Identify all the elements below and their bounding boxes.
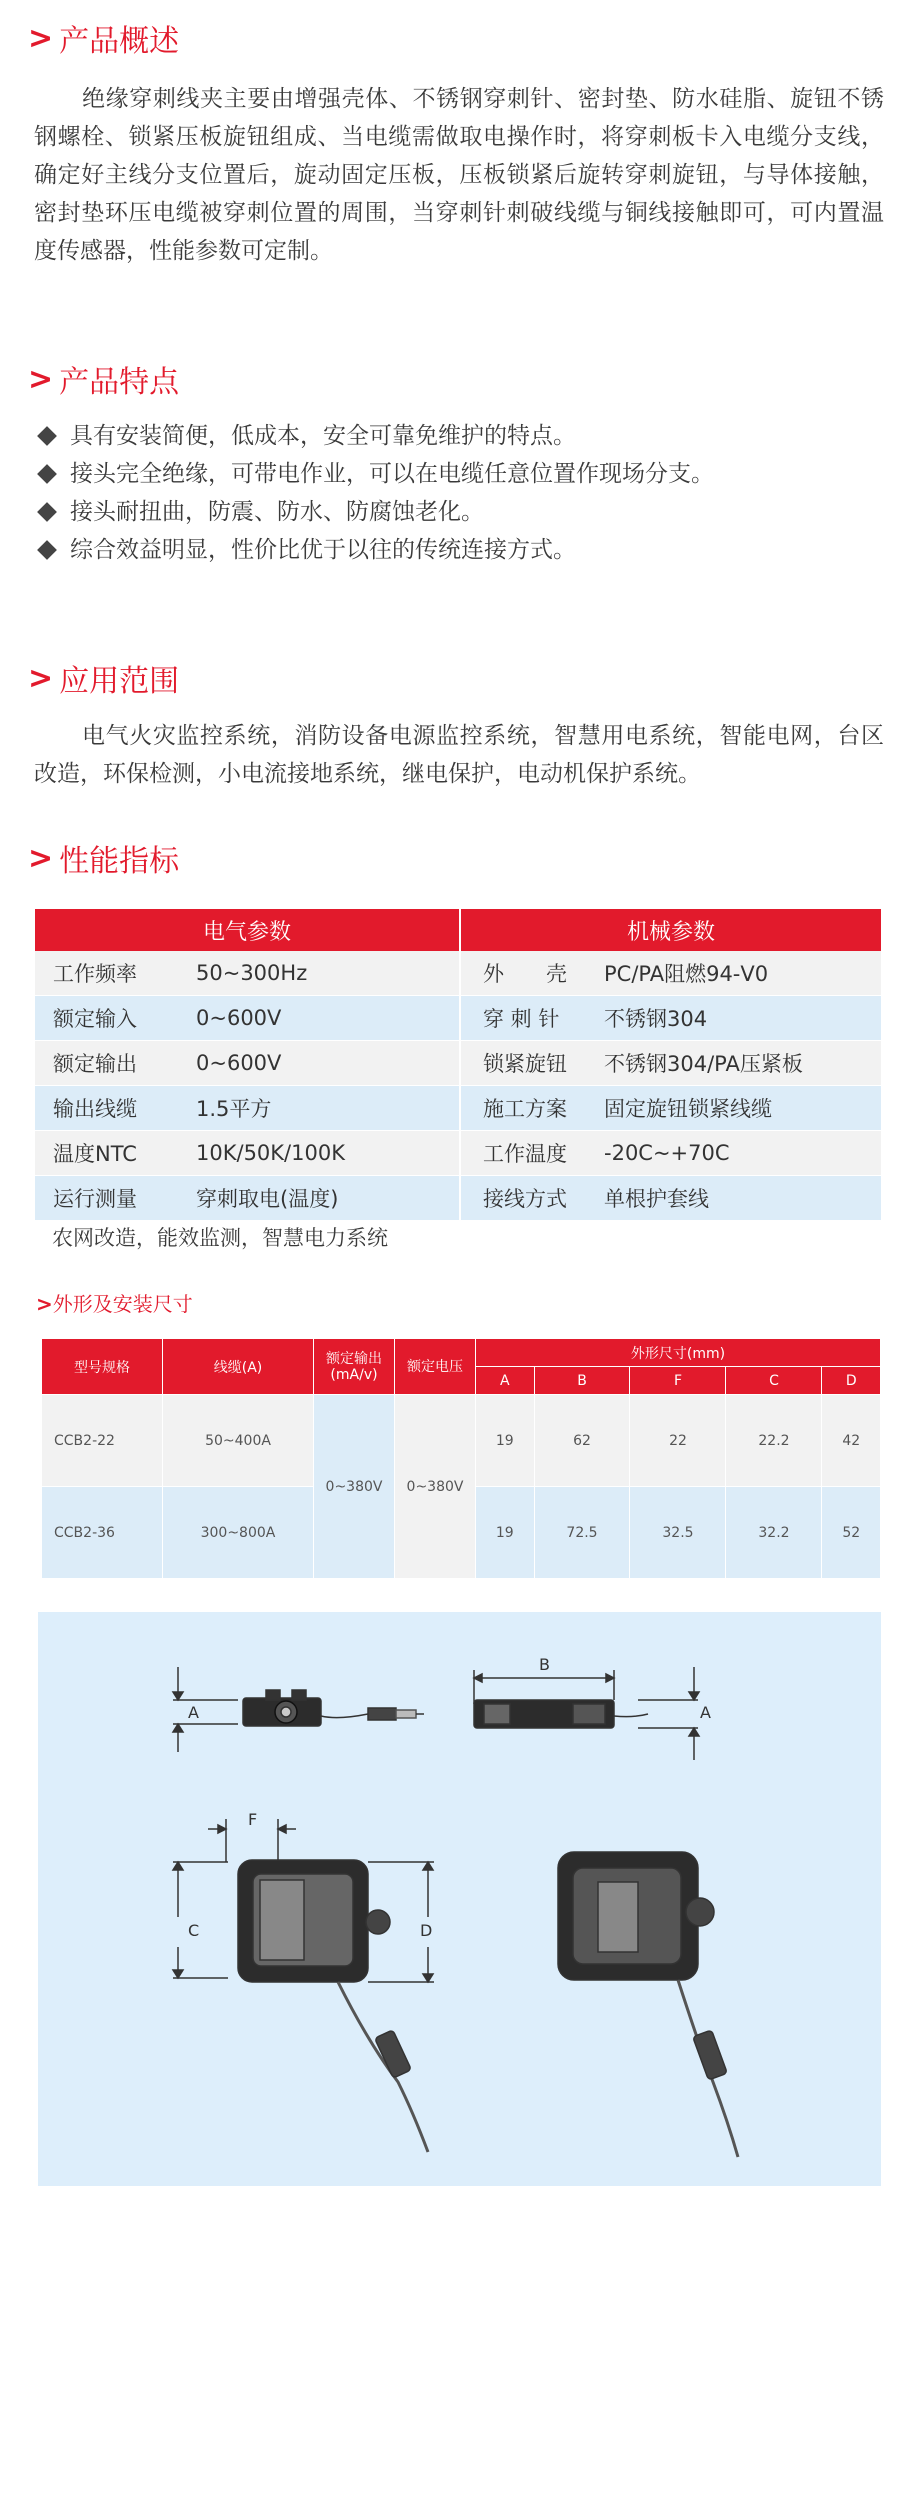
perspective-view xyxy=(558,1852,738,2157)
list-item: 接头完全绝缘，可带电作业，可以在电缆任意位置作现场分支。 xyxy=(36,455,714,493)
label-d: D xyxy=(420,1921,433,1940)
col-model: 型号规格 xyxy=(42,1339,163,1395)
diamond-bullet-icon xyxy=(37,464,57,484)
dimensions-table xyxy=(41,1338,881,1579)
performance-title: > 性能指标 xyxy=(28,840,180,879)
label-a-right: A xyxy=(700,1703,711,1722)
diamond-bullet-icon xyxy=(37,426,57,446)
front-view-left xyxy=(173,1819,434,2152)
overview-text: 绝缘穿刺线夹主要由增强壳体、不锈钢穿刺针、密封垫、防水硅脂、旋钮不锈钢螺栓、锁紧压板旋钮组成、当电缆需做取电操作时，将穿刺板卡入电缆分支线，确定好主线分支位置后，旋动固定压板，压板锁紧后旋转穿刺旋钮，与导体接触，密封垫环压电缆被穿刺位置的周围，当穿刺针刺破线缆与铜线接触即可，可内置温度传感器，性能参数可定制。 xyxy=(34,86,884,264)
performance-note: 农网改造，能效监测，智慧电力系统 xyxy=(52,1226,388,1250)
list-item: 具有安装简便，低成本，安全可靠免维护的特点。 xyxy=(36,417,714,455)
diamond-bullet-icon xyxy=(37,502,57,522)
diamond-bullet-icon xyxy=(37,540,57,560)
label-c: C xyxy=(188,1921,200,1940)
features-list xyxy=(36,417,714,569)
overview-title: > 产品概述 xyxy=(28,20,180,59)
dimension-drawing-svg xyxy=(38,1612,881,2186)
col-size: 外形尺寸(mm) xyxy=(476,1339,881,1367)
table-row: 额定输入 0~600V 穿 刺 针 不锈钢304 xyxy=(35,996,881,1041)
mechanical-params-header: 机械参数 xyxy=(460,909,881,951)
chevron-right-icon: > xyxy=(36,1292,53,1316)
col-rated-voltage: 额定电压 xyxy=(395,1339,476,1395)
dimension-drawing xyxy=(38,1612,881,2186)
electrical-params-header: 电气参数 xyxy=(35,909,460,951)
features-title: > 产品特点 xyxy=(28,361,180,400)
label-b: B xyxy=(539,1655,550,1674)
table-row: 温度NTC 10K/50K/100K 工作温度 -20C~+70C xyxy=(35,1131,881,1176)
table-header-row xyxy=(35,909,881,951)
performance-table xyxy=(35,909,881,1221)
chevron-right-icon: > xyxy=(28,361,54,397)
dimensions-title: >外形及安装尺寸 xyxy=(36,1292,193,1316)
table-header-row: A B F C D xyxy=(42,1367,881,1395)
chevron-right-icon: > xyxy=(28,660,54,696)
application-title: > 应用范围 xyxy=(28,660,180,699)
chevron-right-icon: > xyxy=(28,20,54,56)
table-row: CCB2-22 50~400A 0~380V 0~380V 19 62 22 22.2 42 xyxy=(42,1395,881,1487)
application-text: 电气火灾监控系统，消防设备电源监控系统，智慧用电系统，智能电网，台区改造，环保检测，小电流接地系统，继电保护，电动机保护系统。 xyxy=(34,723,884,787)
label-f: F xyxy=(248,1810,258,1829)
table-row: CCB2-36 300~800A 19 72.5 32.5 32.2 52 xyxy=(42,1487,881,1579)
table-row: 输出线缆 1.5平方 施工方案 固定旋钮锁紧线缆 xyxy=(35,1086,881,1131)
table-row: 工作频率 50~300Hz 外 壳 PC/PA阻燃94-V0 xyxy=(35,951,881,996)
col-cable: 线缆(A) xyxy=(163,1339,314,1395)
table-row: 额定输出 0~600V 锁紧旋钮 不锈钢304/PA压紧板 xyxy=(35,1041,881,1086)
table-row: 运行测量 穿刺取电(温度) 接线方式 单根护套线 xyxy=(35,1176,881,1221)
table-header-row xyxy=(42,1339,881,1367)
col-rated-output: 额定输出(mA/v) xyxy=(314,1339,395,1395)
list-item: 接头耐扭曲，防震、防水、防腐蚀老化。 xyxy=(36,493,714,531)
side-view-left xyxy=(173,1667,424,1752)
side-view-right xyxy=(474,1667,699,1760)
label-a-left: A xyxy=(188,1703,199,1722)
list-item: 综合效益明显，性价比优于以往的传统连接方式。 xyxy=(36,531,714,569)
chevron-right-icon: > xyxy=(28,840,54,876)
